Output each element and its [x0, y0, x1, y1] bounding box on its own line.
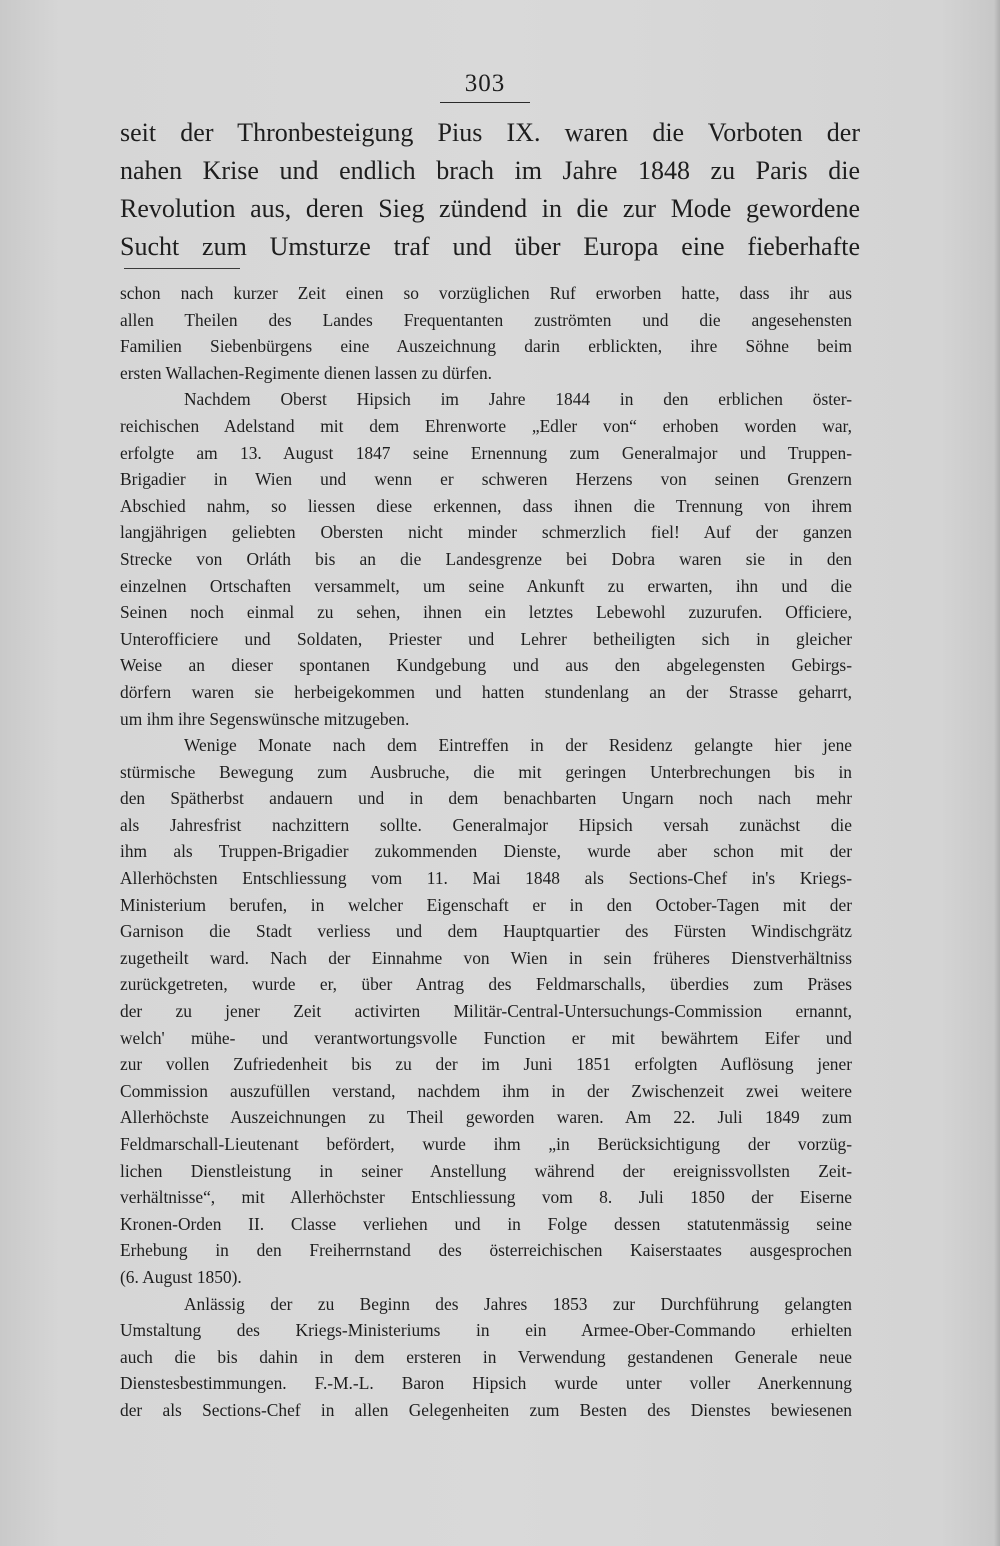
footnote-line: lichen Dienstleistung in seiner Anstellung während der ereignissvollsten Zeit- — [120, 1160, 852, 1181]
footnote-line: zurückgetreten, wurde er, über Antrag des Feldmarschalls, überdies zum Präses — [120, 974, 852, 995]
footnote-line: langjährigen geliebten Obersten nicht minder schmerzlich fiel! Auf der ganzen — [120, 522, 852, 543]
footnote-line: Weise an dieser spontanen Kundgebung und aus den abgelegensten Gebirgs- — [120, 655, 852, 676]
main-text-block — [120, 114, 860, 266]
footnote-line: zur vollen Zufriedenheit bis zu der im Juni 1851 erfolgten Auflösung jener — [120, 1054, 852, 1075]
footnote-separator-rule — [124, 268, 240, 269]
footnote-line: verhältnisse“, mit Allerhöchster Entschliessung vom 8. Juli 1850 der Eiserne — [120, 1187, 852, 1208]
page-edge-shadow — [994, 0, 1000, 1546]
footnote-line: Commission auszufüllen verstand, nachdem ihm in der Zwischenzeit zwei weitere — [120, 1080, 852, 1101]
footnote-line: der als Sections-Chef in allen Gelegenheiten zum Besten des Dienstes bewiesenen — [120, 1399, 852, 1420]
footnote-line: Allerhöchste Auszeichnungen zu Theil geworden waren. Am 22. Juli 1849 zum — [120, 1107, 852, 1128]
footnote-line: Abschied nahm, so liessen diese erkennen, dass ihnen die Trennung von ihrem — [120, 495, 852, 516]
footnote-line: zugetheilt ward. Nach der Einnahme von Wien in sein früheres Dienstverhältniss — [120, 947, 852, 968]
footnote-line: Feldmarschall-Lieutenant befördert, wurde ihm „in Berücksichtigung der vorzüg- — [120, 1134, 852, 1154]
footnote-line: reichischen Adelstand mit dem Ehrenworte „Edler von“ erhoben worden war, — [120, 415, 852, 436]
footnote-line: (6. August 1850). — [120, 1266, 242, 1287]
footnote-line: erfolgte am 13. August 1847 seine Ernennung zum Generalmajor und Truppen- — [120, 442, 852, 463]
footnote-line: allen Theilen des Landes Frequentanten zuströmten und die angesehensten — [120, 309, 852, 330]
main-text-line: Revolution aus, deren Sieg zündend in die zur Mode gewordene — [120, 194, 860, 223]
footnote-line: einzelnen Ortschaften versammelt, um seine Ankunft zu erwarten, ihn und die — [120, 575, 852, 596]
footnote-text-block — [120, 280, 852, 1424]
footnote-line: Kronen-Orden II. Classe verliehen und in Folge dessen statutenmässig seine — [120, 1213, 852, 1234]
footnote-line: Unterofficiere und Soldaten, Priester und Lehrer betheiligten sich in gleicher — [120, 628, 852, 649]
main-text-line: nahen Krise und endlich brach im Jahre 1848 zu Paris die — [120, 156, 860, 185]
main-text-line: seit der Thronbesteigung Pius IX. waren die Vorboten der — [120, 118, 860, 147]
footnote-line: Garnison die Stadt verliess und dem Hauptquartier des Fürsten Windischgrätz — [120, 921, 852, 942]
footnote-line: auch die bis dahin in dem ersteren in Verwendung gestandenen Generale neue — [120, 1346, 852, 1367]
footnote-line: Ministerium berufen, in welcher Eigenschaft er in den October-Tagen mit der — [120, 894, 852, 915]
footnote-line: Nachdem Oberst Hipsich im Jahre 1844 in den erblichen öster- — [184, 389, 852, 410]
footnote-line: der zu jener Zeit activirten Militär-Central-Untersuchungs-Commission ernannt, — [120, 1001, 852, 1022]
footnote-line: als Jahresfrist nachzittern sollte. Generalmajor Hipsich versah zunächst die — [120, 814, 852, 835]
footnote-line: ihm als Truppen-Brigadier zukommenden Dienste, wurde aber schon mit der — [120, 841, 852, 862]
footnote-line: Anlässig der zu Beginn des Jahres 1853 zur Durchführung gelangten — [184, 1293, 852, 1314]
footnote-line: ersten Wallachen-Regimente dienen lassen zu dürfen. — [120, 362, 493, 383]
footnote-line: Allerhöchsten Entschliessung vom 11. Mai 1848 als Sections-Chef in's Kriegs- — [120, 868, 852, 889]
footnote-line: Brigadier in Wien und wenn er schweren Herzens von seinen Grenzern — [120, 469, 852, 490]
footnote-line: um ihm ihre Segenswünsche mitzugeben. — [120, 708, 410, 729]
footnote-line: Erhebung in den Freiherrnstand des österreichischen Kaiserstaates ausgesprochen — [120, 1240, 852, 1261]
footnote-line: den Spätherbst andauern und in dem benachbarten Ungarn noch nach mehr — [120, 788, 852, 809]
footnote-line: Seinen noch einmal zu sehen, ihnen ein letztes Lebewohl zuzurufen. Officiere, — [120, 602, 852, 623]
page-number: 303 — [440, 70, 530, 103]
footnote-line: welch' mühe- und verantwortungsvolle Function er mit bewährtem Eifer und — [120, 1027, 852, 1048]
footnote-line: Familien Siebenbürgens eine Auszeichnung darin erblickten, ihre Söhne beim — [120, 336, 852, 357]
footnote-line: Dienstesbestimmungen. F.-M.-L. Baron Hipsich wurde unter voller Anerkennung — [120, 1373, 852, 1394]
footnote-line: Strecke von Orláth bis an die Landesgrenze bei Dobra waren sie in den — [120, 548, 852, 569]
footnote-line: Wenige Monate nach dem Eintreffen in der Residenz gelangte hier jene — [184, 735, 852, 756]
footnote-line: schon nach kurzer Zeit einen so vorzüglichen Ruf erworben hatte, dass ihr aus — [120, 283, 852, 303]
main-text-line: Sucht zum Umsturze traf und über Europa eine fieberhafte — [120, 232, 860, 261]
footnote-line: Umstaltung des Kriegs-Ministeriums in ein Armee-Ober-Commando erhielten — [120, 1320, 852, 1341]
footnote-line: dörfern waren sie herbeigekommen und hatten stundenlang an der Strasse geharrt, — [120, 681, 852, 702]
footnote-line: stürmische Bewegung zum Ausbruche, die mit geringen Unterbrechungen bis in — [120, 761, 852, 782]
